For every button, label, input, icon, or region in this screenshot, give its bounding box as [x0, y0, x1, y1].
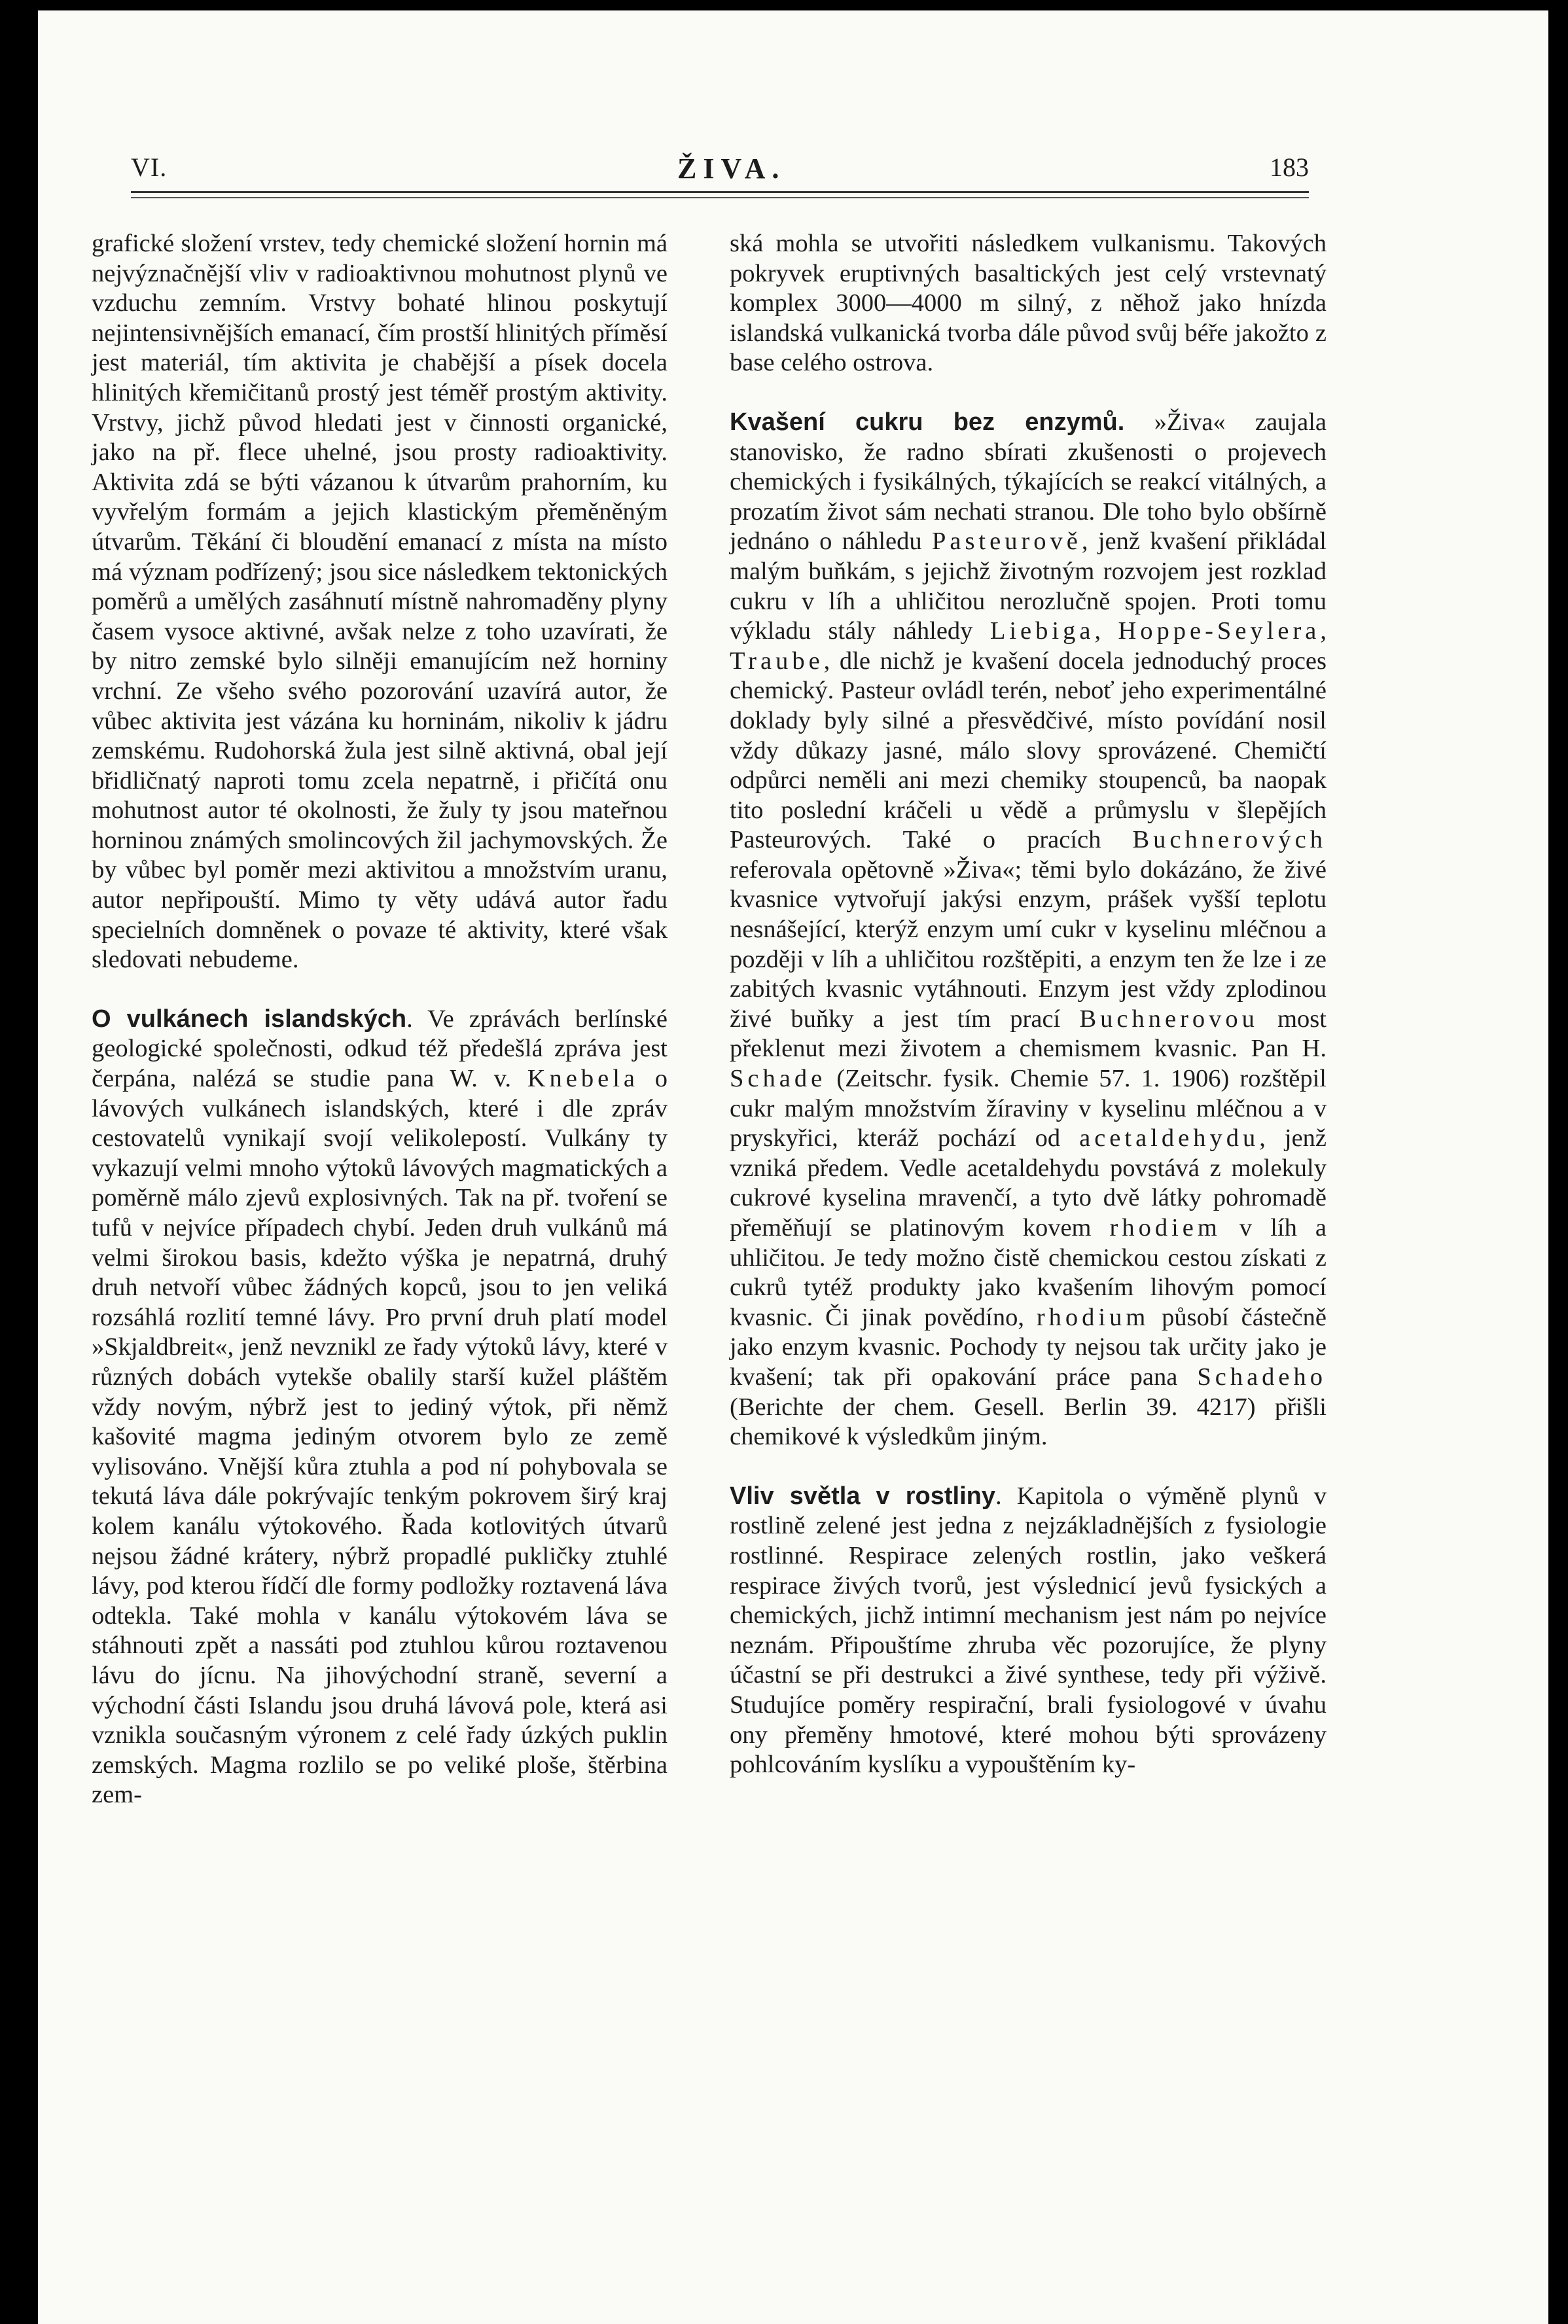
body-text: most překlenut mezi životem a chemismem kvasnic. Pan H. [730, 1005, 1327, 1063]
body-text: , jenž vzniká předem. Vedle acetaldehydu povstává z molekuly cukrové kyselina mravenčí, a tyto dvě látky pohromadě přeměňují se platinovým kovem [730, 1124, 1327, 1242]
scan-edge-left [0, 0, 38, 2324]
paragraph-continuation: ská mohla se utvořiti následkem vulkanismu. Takových pokryvek eruptivných basaltických jest celý vrstevnatý komplex 3000—4000 m silný, z něhož jako hnízda islandská vulkanická tvorba dále původ svůj béře jakožto z base celého ostrova. [730, 230, 1327, 377]
scan-edge-right [1548, 0, 1568, 2324]
left-column [92, 229, 668, 1810]
body-text: (Berichte der chem. Gesell. Berlin 39. 4217) přišli chemikové k výsledkům jiným. [730, 1393, 1327, 1451]
body-text: . Ve zprávách berlínské geologické společnosti, odkud též předešlá zpráva jest čerpána, nalézá se studie pana W. v. [92, 1005, 668, 1093]
page-number: 183 [1270, 152, 1309, 182]
right-column [730, 229, 1327, 1780]
paragraph-radioactivity: grafické složení vrstev, tedy chemické složení hornin má nejvýznačnější vliv v radioaktivnou mohutnost plynů ve vzduchu zemním. Vrstvy bohaté hlinou poskytují nejintensivnějších emanací, čím prostší hlinitých příměsí jest materiál, tím aktivita je chabější a písek docela hlinitých křemičitanů prostý jest téměř prostým aktivity. Vrstvy, jichž původ hledati jest v činnosti organické, jako na př. flece uhelné, jsou prosty radioaktivity. Aktivita zdá se býti vázanou k útvarům prahorním, ku vyvřelým formám a jejich klastickým přeměněným útvarům. Těkání či bloudění emanací z místa na místo má význam podřízený; jsou sice následkem tektonických poměrů a umělých zasáhnutí místně nahromaděny plyny časem vysoce aktivné, avšak nelze z toho uzavírati, že by nitro zemské bylo silněji emanujícím než horniny vrchní. Ze všeho svého pozorování uzavírá autor, že vůbec aktivita jest vázána ku horninám, nikoliv k jádru zemskému. Rudohorská žula jest silně aktivná, obal její břidličnatý naproti tomu zcela nepatrně, i přičítá onu mohutnost autor té okolnosti, že žuly ty jsou mateřnou horninou známých smolincových žil jachymovských. Že by vůbec byl poměr mezi aktivitou a množstvím uranu, autor nepřipouští. Mimo ty věty udává autor řadu specielních domněnek o povaze té aktivity, které však sledovati nebudeme. [92, 230, 668, 974]
scan-edge-top [0, 0, 1568, 10]
chemical-term: rhodium [1036, 1303, 1150, 1331]
person-name: Schadeho [1197, 1363, 1327, 1391]
body-text: v líh a uhličitou. Je tedy možno čistě chemickou cestou získati z cukrů tytéž produkty jako kvašením lihovým pomocí kvasnic. Či jinak povědíno, [730, 1214, 1327, 1331]
running-header [131, 152, 1309, 191]
header-rule-bottom [131, 197, 1309, 198]
person-name: Buchnerovou [1079, 1005, 1258, 1033]
person-name: Schade [730, 1065, 827, 1093]
person-name: Buchnerových [1132, 826, 1327, 854]
chemical-term: acetaldehydu [1079, 1124, 1260, 1153]
chemical-term: rhodiem [1109, 1214, 1221, 1242]
person-name: Hoppe-Seylera [1118, 617, 1321, 645]
section-heading: Vliv světla v rostliny [730, 1482, 995, 1510]
body-text: referovala opětovně »Živa«; těmi bylo dokázáno, že živé kvasnice vytvořují jakýsi enzym, prášek vyšší teplotu nesnášející, kterýž enzym umí cukr v kyselinu mléčnou a později v líh a uhličitou rozštěpiti, a enzym ten že lze i ze zabitých kvasnic vytáhnouti. Enzym jest vždy zplodinou živé buňky a jest tím prací [730, 855, 1327, 1033]
section-heading: O vulkánech islandských [92, 1005, 407, 1033]
body-text: , dle nichž je kvašení docela jednoduchý proces chemický. Pasteur ovládl terén, neboť jeho experimentálné doklady byly silné a přesvědčivé, místo povídání nosil vždy důkazy jasné, málo slovy sprovázené. Chemičtí odpůrci neměli ani mezi chemiky stoupenců, ba naopak tito poslední kráčeli u vědě a průmyslu v šlepějích Pasteurových. Také o pracích [730, 647, 1327, 854]
body-text: , [1320, 617, 1327, 645]
body-text: o lávových vulkánech islandských, které i dle zpráv cestovatelů vynikají svojí velikolepostí. Vulkány ty vykazují velmi mnoho výtoků lávových magmatických a poměrně málo zjevů explosivných. Tak na př. tvoření se tufů v nejvíce případech chybí. Jeden druh vulkánů má velmi širokou basis, kdežto výška je nepatrná, druhý druh netvoří vůbec žádných kopců, jsou to jen veliká rozsáhlá rozlití temné lávy. Pro první druh platí model »Skjaldbreit«, jenž nevznikl ze řady výtoků lávy, které v různých dobách vytekše obalily starší kužel pláštěm vždy novým, nýbrž jest to jediný výtok, při němž kašovité magma jediným otvorem bylo ze země vylisováno. Vnější kůra ztuhla a pod ní pohybovala se tekutá láva dále pokrývajíc tenkým pokrovem širý kraj kolem kanálu výtokového. Řada kotlovitých útvarů nejsou žádné krátery, nýbrž propadlé pukličky ztuhlé lávy, pod kterou řídčí dle formy podložky roztavená láva odtekla. Také mohla v kanálu výtokovém láva se stáhnouti zpět a nassáti pod ztuhlou kůrou roztavenou lávu do jícnu. Na jihovýchodní straně, severní a východní části Islandu jsou druhá lávová pole, která asi vznikla současným výronem z celé řady úzkých puklin zemských. Magma rozlilo se po veliké ploše, štěrbina zem- [92, 1065, 668, 1809]
body-text: »Živa« zaujala stanovisko, že radno sbírati zkušenosti o projevech chemických i fysikálných, týkajících se reakcí vitálných, a prozatím život sám nechati stranou. Dle toho bylo obšírně jednáno o náhledu [730, 408, 1327, 556]
body-text: , jenž kvašení přikládal malým buňkám, s jejichž životným rozvojem jest rozklad cukru v líh a uhličitou nerozlučně spojen. Proti tomu výkladu stály náhledy [730, 527, 1327, 645]
section-light-plants [730, 1482, 1327, 1780]
section-fermentation [730, 408, 1327, 1452]
person-name: Liebiga [989, 617, 1095, 645]
body-text: působí částečně jako enzym kvasnic. Pochody ty nejsou tak určity jako je kvašení; tak při opakování práce pana [730, 1303, 1327, 1391]
section-heading: Kvašení cukru bez enzymů. [730, 408, 1125, 436]
body-text: . Kapitola o výměně plynů v rostlině zelené jest jedna z nejzákladnějších z fysiologie rostlinné. Respirace zelených rostlin, jako veškerá respirace živých tvorů, jest výslednicí jevů fysických a chemických, jichž intimní mechanism jest nám po nejvíce neznám. Připouštíme zhruba věc pozorujíce, že plyny účastní se při destrukci a živé synthese, tedy při výživě. Studujíce poměry respirační, brali fysiologové v úvahu ony přeměny hmotové, které mohou býti sprovázeny pohlcováním kyslíku a vypouštěním ky- [730, 1482, 1327, 1779]
body-text: , [1094, 617, 1118, 645]
section-icelandic-volcanoes [92, 1005, 668, 1810]
body-text: (Zeitschr. fysik. Chemie 57. 1. 1906) rozštěpil cukr malým množstvím žíraviny v kyselinu mléčnou a v pryskyřici, kteráž pochází od [730, 1065, 1327, 1153]
header-rule-top [131, 191, 1309, 193]
person-name: Knebela [527, 1065, 639, 1093]
person-name: Traube [730, 647, 824, 675]
person-name: Pasteurově [931, 527, 1082, 556]
journal-title: ŽIVA. [677, 152, 786, 185]
volume-number: VI. [131, 152, 168, 182]
